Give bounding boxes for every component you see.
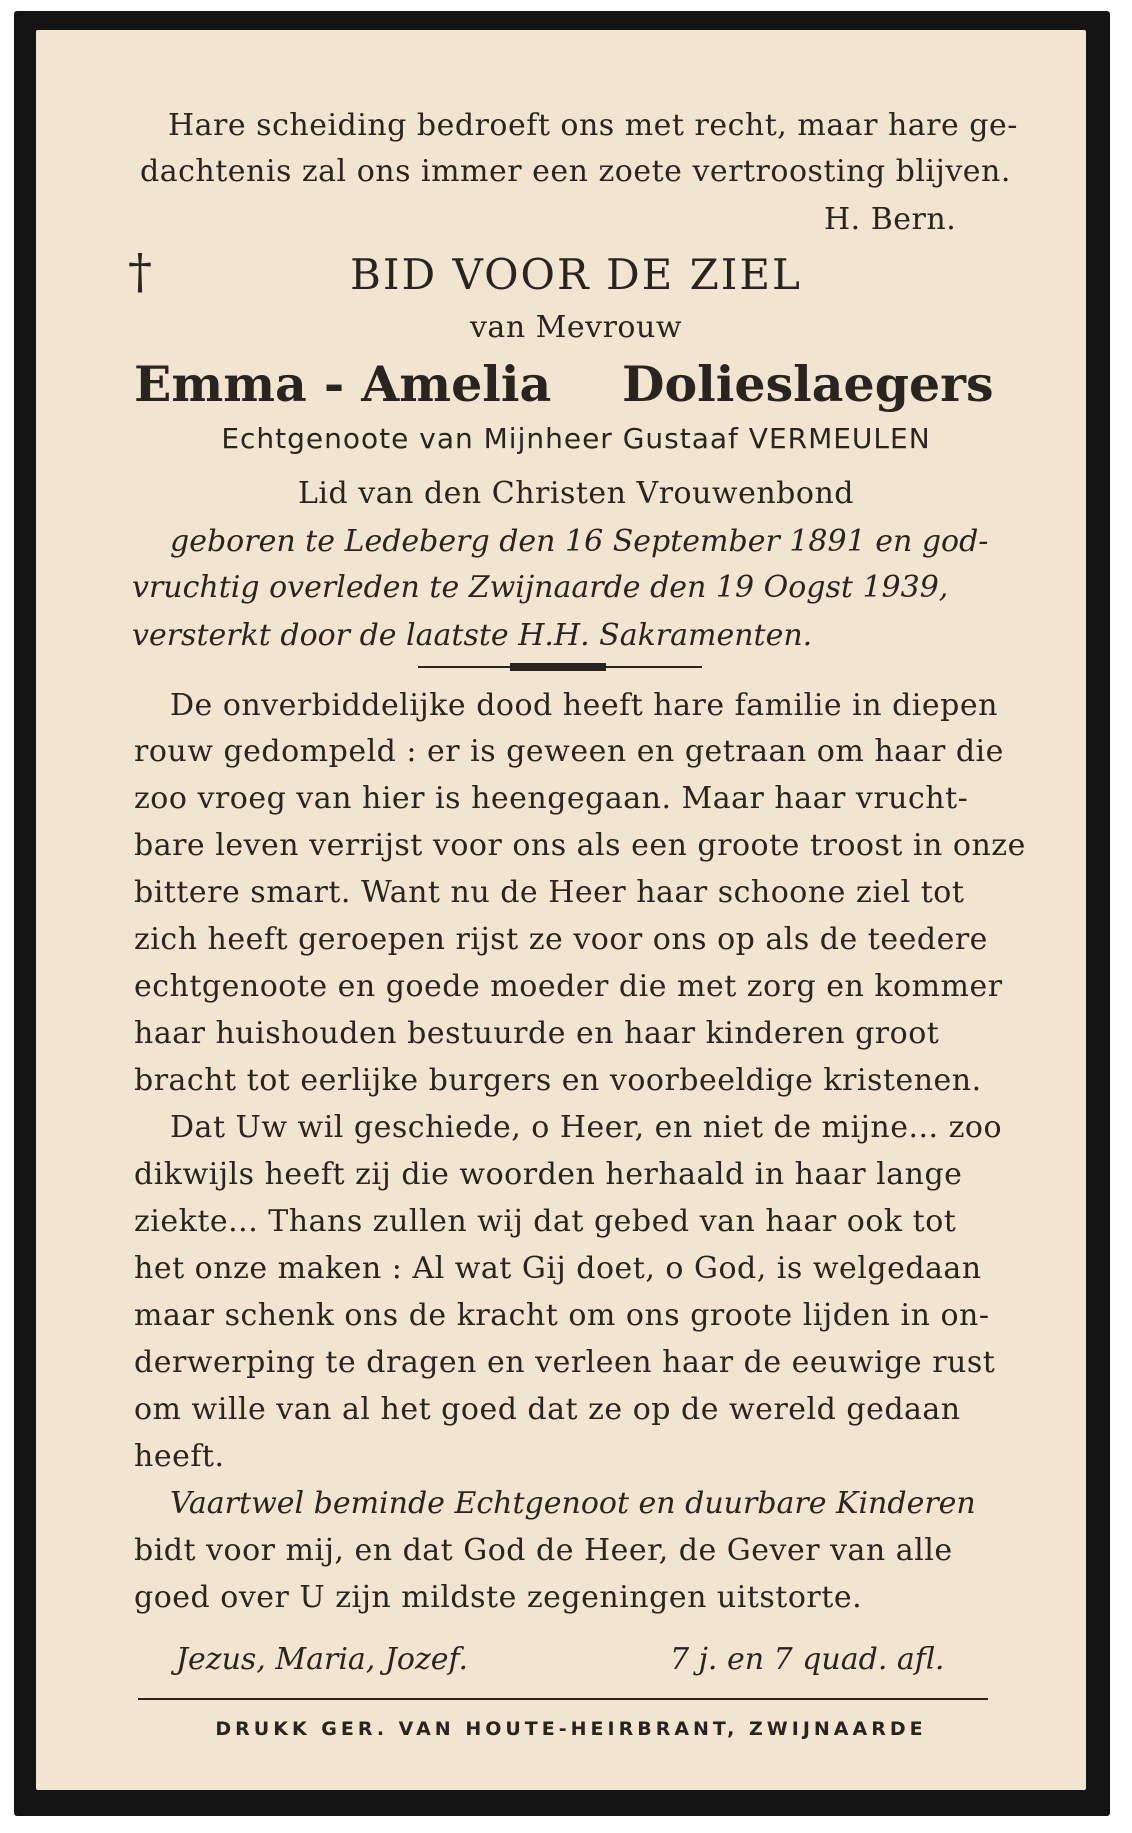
quote-author: H. Bern.: [824, 202, 957, 237]
paragraph-2-line: dikwijls heeft zij die woorden herhaald in haar lange: [134, 1157, 963, 1192]
paragraph-1-line: haar huishouden bestuurde en haar kinderen groot: [134, 1016, 940, 1051]
paragraph-1-line: bittere smart. Want nu de Heer haar schoone ziel tot: [134, 875, 965, 910]
paragraph-3-line: goed over U zijn mildste zegeningen uitstorte.: [134, 1580, 863, 1615]
indulgence-note: 7 j. en 7 quad. afl.: [670, 1642, 945, 1677]
paragraph-1-line: bracht tot eerlijke burgers en voorbeeldige kristenen.: [134, 1063, 982, 1098]
paragraph-2-line: om wille van al het goed dat ze op de wereld gedaan: [134, 1392, 961, 1427]
heading: BID VOOR DE ZIEL: [350, 250, 802, 299]
paragraph-2-line: derwerping te dragen en verleen haar de eeuwige rust: [134, 1345, 996, 1380]
paragraph-2-line: ziekte... Thans zullen wij dat gebed van haar ook tot: [134, 1204, 957, 1239]
membership-line: Lid van den Christen Vrouwenbond: [298, 476, 854, 511]
paragraph-1-line: bare leven verrijst voor ons als een groote troost in onze: [134, 828, 1026, 863]
divider-ornament: [510, 663, 606, 671]
paragraph-3-line: bidt voor mij, en dat God de Heer, de Gever van alle: [134, 1533, 953, 1568]
birth-death-line: vruchtig overleden te Zwijnaarde den 19 Oogst 1939,: [132, 570, 949, 605]
spouse-line: Echtgenoote van Mijnheer Gustaaf VERMEULEN: [221, 422, 931, 455]
farewell-line: Vaartwel beminde Echtgenoot en duurbare Kinderen: [170, 1486, 976, 1521]
printer-credit: DRUKK GER. VAN HOUTE-HEIRBRANT, ZWIJNAARDE: [215, 1718, 927, 1740]
paragraph-2-line: het onze maken : Al wat Gij doet, o God, is welgedaan: [134, 1251, 982, 1286]
paragraph-1-line: echtgenoote en goede moeder die met zorg en kommer: [134, 969, 1003, 1004]
title-prefix: van Mevrouw: [469, 310, 682, 345]
quote-line-1: Hare scheiding bedroeft ons met recht, maar hare ge-: [168, 108, 1018, 143]
closing-prayer: Jezus, Maria, Jozef.: [176, 1642, 469, 1677]
quote-line-2: dachtenis zal ons immer een zoete vertroosting blijven.: [140, 154, 1011, 189]
paragraph-1-line: zich heeft geroepen rijst ze voor ons op als de teedere: [134, 922, 988, 957]
birth-death-line: geboren te Ledeberg den 16 September 1891 en god-: [170, 524, 989, 559]
cross-icon: †: [128, 244, 152, 300]
paragraph-1-line: zoo vroeg van hier is heengegaan. Maar haar vrucht-: [134, 781, 969, 816]
memorial-card: [36, 30, 1086, 1790]
deceased-surname: Dolieslaegers: [622, 355, 994, 413]
paragraph-2-line: maar schenk ons de kracht om ons groote lijden in on-: [134, 1298, 990, 1333]
birth-death-line: versterkt door de laatste H.H. Sakramenten.: [132, 618, 813, 653]
paragraph-2-line: Dat Uw wil geschiede, o Heer, en niet de mijne... zoo: [170, 1110, 1003, 1145]
deceased-first-names: Emma - Amelia: [134, 355, 552, 413]
footer-rule: [138, 1698, 988, 1700]
paragraph-2-line: heeft.: [134, 1439, 225, 1474]
paragraph-1-line: rouw gedompeld : er is geween en getraan om haar die: [134, 734, 1004, 769]
paragraph-1-line: De onverbiddelijke dood heeft hare familie in diepen: [170, 688, 998, 723]
